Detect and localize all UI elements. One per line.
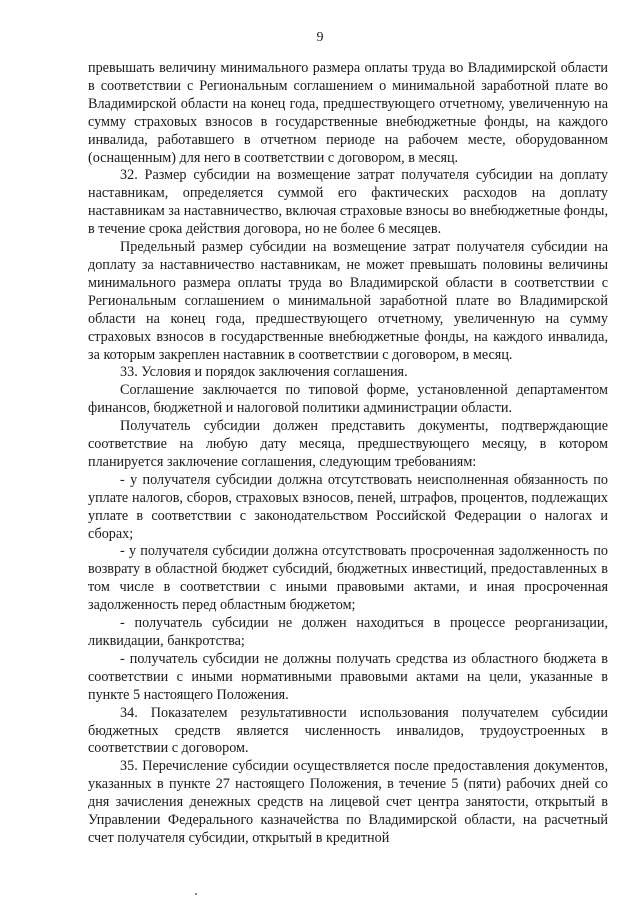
requirement-list-item: - у получателя субсидии должна отсутствовать просроченная задолженность по возврату в областной бюджет субсидий, бюджетных инвестиций, предоставленных в том числе в соответствии с иными правовыми актами, и иная просроченная задолженность перед областным бюджетом; (88, 543, 608, 614)
paragraph-agreement-form: Соглашение заключается по типовой форме, установленной департаментом финансов, бюджетной и налоговой политики администрации области. (88, 382, 608, 417)
paragraph-limit-size: Предельный размер субсидии на возмещение затрат получателя субсидии на доплату за наставничество наставникам, не может превышать половины величины минимального размера оплаты труда во Владимирской области в соответствии с Региональным соглашением о минимальной заработной плате во Владимирской области на конец года, предшествующего отчетному, увеличенную на сумму страховых взносов в государственные внебюджетные фонды, на каждого инвалида, за которым закреплен наставник в соответствии с договором, в месяц. (88, 239, 608, 363)
requirement-list-item: - у получателя субсидии должна отсутствовать неисполненная обязанность по уплате налогов, сборов, страховых взносов, пеней, штрафов, процентов, подлежащих уплате в соответствии с законодательством Российской Федерации о налогах и сборах; (88, 471, 608, 542)
paragraph-item-34: 34. Показателем результативности использования получателем субсидии бюджетных средств является численность инвалидов, трудоустроенных в соответствии с договором. (88, 704, 608, 757)
paragraph-continuation: превышать величину минимального размера оплаты труда во Владимирской области в соответствии с Региональным соглашением о минимальной заработной плате во Владимирской области на конец года, предшествующего отчетному, увеличенную на сумму страховых взносов в государственные внебюджетные фонды, на каждого инвалида, работавшего в отчетном периоде на рабочем месте, оборудованном (оснащенным) для него в соответствии с договором, в месяц. (88, 60, 608, 166)
page-number: 9 (316, 30, 324, 45)
paragraph-requirements-intro: Получатель субсидии должен представить документы, подтверждающие соответствие на любую дату месяца, предшествующего месяцу, в котором планируется заключение соглашения, следующим требованиям: (88, 418, 608, 470)
paragraph-item-35: 35. Перечисление субсидии осуществляется после предоставления документов, указанных в пункте 27 настоящего Положения, в течение 5 (пяти) рабочих дней со дня зачисления денежных средств на лицевой счет центра занятости, открытый в Управлении Федерального казначейства по Владимирской области, на расчетный счет получателя субсидии, открытый в кредитной (88, 758, 608, 846)
paragraph-item-32: 32. Размер субсидии на возмещение затрат получателя субсидии на доплату наставникам, определяется суммой его фактических расходов на доплату наставникам за наставничество, включая страховые взносы во внебюджетные фонды, в течение срока действия договора, но не более 6 месяцев. (88, 167, 608, 238)
scan-speck (195, 893, 197, 895)
paragraph-item-33: 33. Условия и порядок заключения соглашения. (120, 364, 408, 381)
document-body (88, 60, 608, 848)
requirement-list-item: - получатель субсидии не должны получать средства из областного бюджета в соответствии с иными нормативными правовыми актами на цели, указанные в пункте 5 настоящего Положения. (88, 650, 608, 703)
requirement-list-item: - получатель субсидии не должен находиться в процессе реорганизации, ликвидации, банкротства; (88, 615, 608, 649)
